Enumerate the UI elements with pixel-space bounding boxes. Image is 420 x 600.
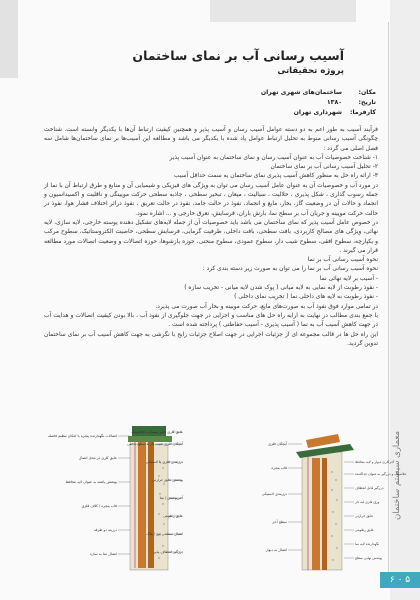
vertical-rule (388, 22, 389, 577)
meta-value: ساختمان‌های شهری تهران (260, 89, 342, 96)
paragraph: نحوه آسیب رسانی آب بر نما را می توان به صورت زیر دسته بندی کرد : (202, 266, 378, 273)
window-head (306, 434, 340, 448)
label: پوشش عایق حرارتی (152, 478, 183, 482)
wood-stud (312, 458, 320, 570)
paragraph: فرآیند آسیب به طور اعم به دو دسته عوامل آسیب رسان و آسیب پذیر و همچنین کیفیت ارتباط آن‌ها با یکدیگر وابسته است. شناخت چگونگی آسیب رسانی منوط به تحلیل ارتباط عوامل یاد شده با یکدیگر می باشد و مطالعه این آسیب‌ها بر نمای ساختمان‌ها شامل سه فصل اصلی می گردد : (44, 127, 378, 152)
paragraph: در مورد آب و خصوصیات آن به عنوان عامل آسیب رسان می توان به ویژگی های فیزیکی و شیمیایی آن و منابع و طرق ارتباط آن با نما از جمله رسوب گذاری ، شکل پذیری ، حلالیت ، سیالیت ، میعان ، تبخیر سطحی ، جاذبه سطحی حرکت مویینگی و ناقلیت و اکسیداسیون و انجماد و حالات آن در وضعیت گاز، بخار، مایع و انجماد، نفوذ در حالت جامد، نفوذ در حالت تعریق ، نفوذ دراثر اختلاف فشار هوا، نفوذ در حالت حرکت مویینه و جریان آب بر سطح نما، بارش باران، فرسایش، تعرق خارجی و ... اشاره نمود. (44, 182, 378, 217)
list-item: - نفوذ رطوبت از لایه نمایی به لایه میانی ( پوک شدن لایه میانی - تخریب سازه ) (184, 285, 378, 292)
label: درزبندی فلزی یا لاستیکی (145, 460, 183, 464)
label: ورق فلزی لبه دار (355, 500, 380, 504)
label: اتصال به دیوار (265, 548, 287, 552)
meta-label: کارفرما: (349, 109, 376, 116)
label: اتصال نما به سازه (89, 552, 117, 556)
label: عایق کاری در محل اتصال (78, 456, 117, 460)
page-number: ۶ ۰ ۵ (380, 572, 420, 588)
sidebar-text: معماری سیستم ساختمان (392, 430, 402, 520)
label: قاب پنجره (271, 466, 287, 470)
detail-left (48, 426, 184, 570)
label: آبچکان فلزی (268, 442, 287, 446)
label: آجرکاری دیوار و لایه محافظ (355, 460, 395, 464)
corner-tab (0, 0, 18, 78)
label: فلاشینگ و درزگیر به عنوان جداکننده (355, 472, 406, 476)
paragraph: ۱- شناخت خصوصیات آب به عنوان آسیب رسان و نمای ساختمان به عنوان آسیب پذیر (169, 154, 378, 161)
paragraph: ۳- ارائه راه حل به منظور کاهش آسیب پذیری نمای ساختمان به سمت حداقل آسیب (174, 173, 378, 180)
label: اتصالات نگهدارنده پنجره با امکان تنظیم فاصله (47, 434, 117, 438)
project-meta (216, 88, 376, 118)
meta-label: مکان: (358, 89, 376, 96)
page-title: آسیب رسانی آب بر نمای ساختمان (132, 48, 344, 63)
meta-value: شهرداری تهران (293, 109, 342, 116)
label: سطح آجر (272, 520, 287, 524)
meta-label: تاریخ: (358, 99, 376, 106)
label: عایق رطوبتی (163, 514, 183, 518)
label: عایق رطوبتی (355, 528, 374, 532)
paragraph: در تمامی موارد فوق نفوذ آب به صورت‌های مایع، حرکت مویینه و بخار آب صورت می پذیرد. (155, 303, 378, 310)
paragraph: در خصوص عامل آسیب پذیر که نمای ساختمان می باشد باید خصوصیات آن از جمله لایه‌های تشکیل دهنده پوسته خارجی، لایه سازی، لایه نهائی، ویژگی های مصالح کاربردی، بافت سطحی، بافت داخلی، ظرفیت گرمایی، فرسایش سطحی، خاصیت الکتروستاتیک، سطوح مرکب و یکپارچه، سطوح افقی، سطوح شیب دار، سطوح عمودی، سطوح منحنی، حوزه بازشوها، حوزه اتصالات و وضعیت اتصالات مورد مطالعه قرار می گیرند . (44, 219, 378, 254)
page-subtitle: پروژه تحقیقاتی (277, 66, 344, 76)
label: درزبندی لاستیکی (261, 492, 287, 496)
paragraph: ۲- تحلیل آسیب رسانی آب بر نمای ساختمان (270, 164, 378, 171)
label: آجرپوشش / نما (159, 496, 183, 500)
label: پوشش نهایی سطح (355, 556, 383, 560)
label: عایق کاری فایبر سیمان یا فلاشینگ (131, 430, 183, 434)
detail-right (262, 434, 407, 570)
label: اتصال سطحی پیچ / پلاک (146, 532, 183, 536)
meta-row-location (216, 88, 376, 98)
label: پوشش پاشنه به عنوان لایه محافظ (65, 480, 117, 484)
label: قاب پنجره / کلاف فلزی (81, 504, 117, 508)
label: درزگیر قابل انعطاف (355, 486, 384, 490)
wood-stud (322, 458, 327, 570)
label: درزگیر انعطاف پذیر (153, 550, 183, 554)
label: آبچکان فلزی شیب دار با سطح داخلی (127, 442, 183, 446)
body-text (44, 126, 378, 349)
labels-left (262, 441, 288, 552)
labels-left (48, 433, 117, 556)
label: عایق حرارتی (355, 514, 374, 518)
header-tab (210, 0, 356, 22)
meta-value: ۱۳۸۰ (326, 99, 342, 106)
meta-row-date (216, 98, 376, 108)
paragraph: با جمع بندی مطالب در نهایت به ارایه راه حل های مناسب و اجرایی در جهت جلوگیری از نفوذ آب ، بالا بودن کیفیت اتصالات و هدایت آب در جهت کاهش آسیب آب به نما ( آسیب پذیری - آسیب حفاظتی ) پرداخته شده است . (44, 312, 378, 329)
paragraph: این راه حل ها در قالب مجموعه ای از جزئیات اجرایی در جهت اصلاح جزئیات رایج با نگرشی به جهت کاهش آسیب آب بر نمای ساختمان تدوین گردید. (44, 331, 378, 347)
list-item: - آسیب بر لایه نهائی نما (319, 275, 378, 282)
list-item: - نفوذ رطوبت به لایه های داخلی نما ( تخریب نمای داخلی ) (234, 294, 378, 301)
label: درزبند دو طرفه (93, 528, 117, 532)
label: نگهدارنده لایه نما (355, 542, 380, 546)
section-heading: نحوه آسیب رسانی آب بر نما (307, 257, 378, 264)
meta-row-client (216, 108, 376, 118)
